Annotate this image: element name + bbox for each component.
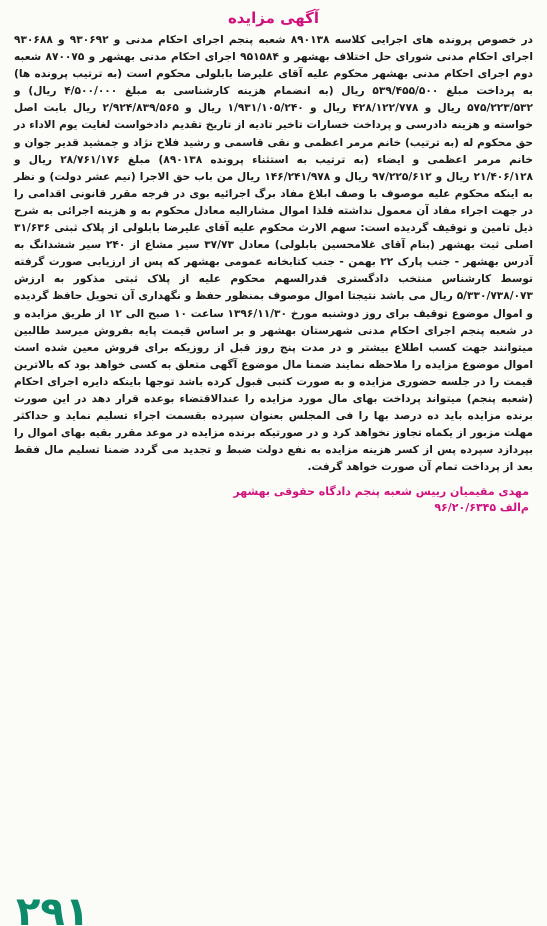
notice-title: آگهی مزایده bbox=[227, 9, 320, 27]
notice-number: ۲۹۱ bbox=[16, 889, 90, 926]
notice-signature bbox=[14, 484, 533, 516]
signature-name: مهدی مقیمیان رییس شعبه پنجم دادگاه حقوقی بهشهر bbox=[233, 485, 529, 499]
notice-body: در خصوص پرونده های اجرایی کلاسه ۸۹۰۱۳۸ شعبه پنجم اجرای احکام مدنی و ۹۳۰۶۹۲ و ۹۳۰۶۸۸ اجرای احکام مدنی شورای حل اختلاف بهشهر و ۹۵۱۵۸۴ اجرای احکام مدنی بهشهر و ۸۷۰۰۷۵ شعبه دوم اجرای احکام مدنی بهشهر محکوم علیه آقای علیرضا بابلولی محکوم است (به ترتیب پرونده ها) به پرداخت مبلغ ۵۳۹/۴۵۵/۵۰۰ ریال (به انضمام هزینه کارشناسی به مبلغ ۴/۵۰۰/۰۰۰ ریال) و ۵۷۵/۲۲۳/۵۳۲ ریال و ۴۲۸/۱۲۲/۷۷۸ ریال و ۱/۹۳۱/۱۰۵/۲۴۰ ریال و ۲/۹۲۴/۸۳۹/۵۶۵ ریال بابت اصل خواسته و هزینه دادرسی و پرداخت خسارات تاخیر تادیه از تاریخ تقدیم دادخواست لغایت یوم الاداء در حق محکوم له (به ترتیب) خانم مرمر اعظمی و نقی قاسمی و رشید فلاح نژاد و جمشید قدیر جوان و خانم مرمر اعظمی و ایضاء (به ترتیب به استثناء پرونده ۸۹۰۱۳۸) مبلغ ۲۸/۷۶۱/۱۷۶ ریال و ۲۱/۴۰۶/۱۲۸ ریال و ۹۷/۲۲۵/۶۱۲ ریال و ۱۴۶/۲۴۱/۹۷۸ ریال من باب حق الاجرا (نیم عشر دولت) و نظر به اینکه محکوم علیه موصوف با وصف ابلاغ مفاد برگ اجرائیه بوی در فرجه مقرر قانونی اقدامی را در جهت اجراء مفاد آن معمول نداشته فلذا اموال مشارالیه معادل محکوم به و هزینه اجرائی به شرح ذیل تامین و توقیف گردیده است: سهم الارث محکوم علیه آقای علیرضا بابلولی از پلاک ثبتی ۳۱/۶۳۶ اصلی ثبت بهشهر (بنام آقای غلامحسین بابلولی) معادل ۳۷/۷۳ سیر مشاع از ۲۴۰ سیر ششدانگ به آدرس بهشهر - جنب پارک ۲۲ بهمن - جنب کتابخانه عمومی بهشهر که پس از ارزیابی صورت گرفته توسط کارشناس منتخب دادگستری قدرالسهم محکوم علیه از پلاک ثبتی مذکور به ارزش ۵/۳۳۰/۷۳۸/۰۷۳ ریال می باشد نتیجتا اموال موصوف بمنظور حفظ و نگهداری آن تحویل حافظ گردیده و اموال موضوع توقیف برای روز دوشنبه مورخ ۱۳۹۶/۱۱/۳۰ ساعت ۱۰ صبح الی ۱۲ از طریق مزایده و در شعبه پنجم اجرای احکام مدنی شهرستان بهشهر و بر اساس قیمت پایه بفروش میرسد طالبین میتوانند جهت کسب اطلاع بیشتر و در مدت پنج روز قبل از روزیکه برای فروش معین شده است اموال موضوع مزایده را ملاحظه نمایند ضمنا مال موضوع آگهی متعلق به کسی خواهد بود که بالاترین قیمت را در جلسه حضوری مزایده و به صورت کتبی قبول کرده باشد توجها باینکه دایره اجرای احکام (شعبه پنجم) میتواند پرداخت بهای مال مورد مزایده را عندالاقتضاء بوعده قرار دهد در این صورت برنده مزایده باید ده درصد بها را فی المجلس بعنوان سپرده بقسمت اجراء تسلیم نماید و حداکثر مهلت مزبور از یکماه تجاوز نخواهد کرد و در صورتیکه برنده مزایده در موعد مقرر بقیه بهای اموال را بپردازد سپرده پس از کسر هزینه مزایده به نفع دولت ضبط و تجدید می گردد ضمنا تسلیم مال فقط بعد از پرداخت تمام آن صورت خواهد گرفت. bbox=[14, 34, 533, 474]
signature-code: م‌الف ۹۶/۲۰/۶۳۴۵ bbox=[434, 501, 529, 515]
